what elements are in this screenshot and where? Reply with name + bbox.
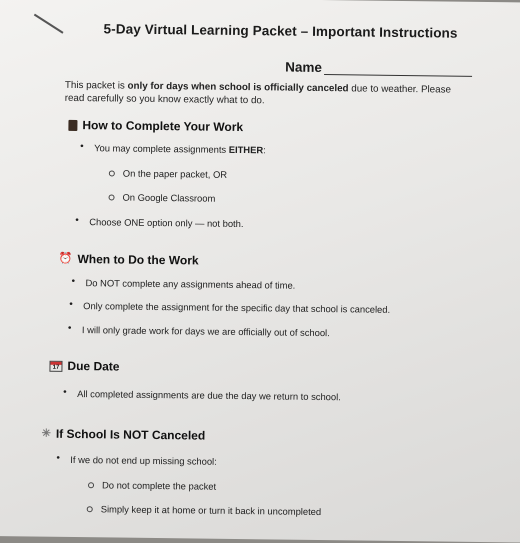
section-not-canceled-heading (42, 427, 206, 443)
alarm-clock-icon: ⏰ (58, 252, 73, 265)
book-icon (68, 119, 77, 130)
section-due-heading (49, 359, 119, 374)
list-item-text: You may complete assignments (94, 142, 229, 155)
calendar-icon (49, 360, 62, 371)
section-when-title: When to Do the Work (77, 252, 199, 268)
list-item-bold: EITHER (228, 143, 264, 156)
list-item-text: : (263, 144, 266, 156)
section-due-title: Due Date (67, 358, 120, 374)
sub-list-item: Do not complete the packet (101, 479, 217, 492)
list-item (94, 142, 266, 155)
name-field (285, 60, 472, 77)
list-item: • Only complete the assignment for the specific day that school is canceled. (83, 300, 390, 315)
list-item: • Do NOT complete any assignments ahead of time. (85, 277, 295, 291)
section-not-canceled-title: If School Is NOT Canceled (55, 426, 206, 443)
sub-list-item: On the paper packet, OR (122, 167, 228, 180)
intro-text-bold: only for days when school is officially canceled (127, 80, 349, 95)
staple (34, 14, 64, 34)
sub-list-item: Simply keep it at home or turn it back in uncompleted (100, 503, 322, 518)
list-item: • I will only grade work for days we are officially out of school. (82, 324, 330, 338)
calendar-icon-day: 17 (52, 364, 60, 371)
name-line (324, 74, 472, 77)
intro-text-end: due to weather. Please read carefully so you know exactly what to do. (64, 83, 452, 107)
page-title: 5-Day Virtual Learning Packet – Important Instructions (103, 21, 458, 41)
list-item: • If we do not end up missing school: (70, 454, 217, 467)
intro-paragraph (65, 79, 465, 110)
section-how-heading (68, 118, 243, 134)
sparkle-icon: ✳ (41, 427, 51, 440)
intro-text-start: This packet is (64, 79, 128, 92)
list-item: • All completed assignments are due the day we return to school. (77, 388, 341, 402)
list-item: • Choose ONE option only — not both. (89, 216, 243, 229)
section-how-title: How to Complete Your Work (82, 118, 244, 135)
sub-list-item: On Google Classroom (122, 191, 216, 204)
section-when-heading (59, 252, 199, 268)
name-label: Name (285, 59, 323, 76)
